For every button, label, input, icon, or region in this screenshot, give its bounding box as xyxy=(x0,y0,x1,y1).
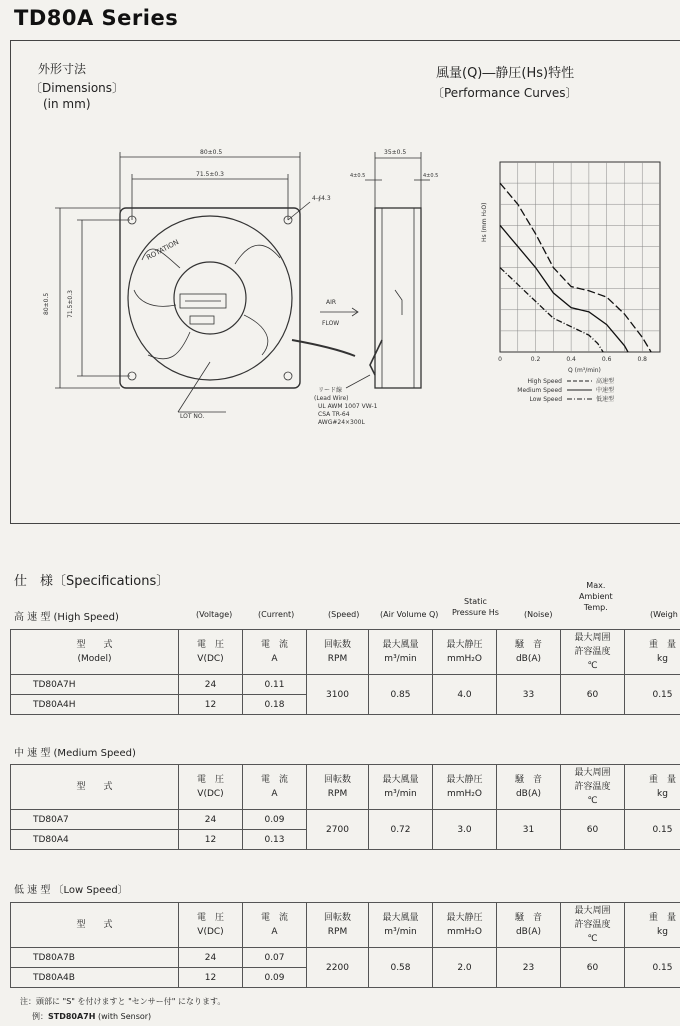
col-max-1: Max. xyxy=(586,581,606,590)
header-weight-unit: kg xyxy=(657,789,668,799)
header-static-jp: 最大静圧 xyxy=(446,775,483,785)
cell-model: TD80A7B xyxy=(11,948,179,968)
dim-71-5-top: 71.5±0.3 xyxy=(196,171,224,178)
dim-80-top: 80±0.5 xyxy=(200,149,223,156)
header-cell-speed-jp xyxy=(307,765,369,810)
cell-rpm: 2700 xyxy=(307,810,369,850)
page-title: TD80A Series xyxy=(14,6,179,30)
dim-71-5-side: 71.5±0.3 xyxy=(67,290,74,318)
specs-title: 仕 様〔Specifications〕 xyxy=(14,574,170,589)
table-row xyxy=(11,675,680,695)
header-static-unit: mmH₂O xyxy=(447,927,482,937)
header-air-jp: 最大風量 xyxy=(382,913,419,923)
chart-grid xyxy=(500,162,660,352)
dim-4-right: 4±0.5 xyxy=(423,173,439,179)
header-cell-model-jp xyxy=(11,903,179,948)
header-temp-jp1: 最大周囲 xyxy=(574,906,611,916)
header-speed-unit: RPM xyxy=(327,927,348,937)
header-speed-jp: 回転数 xyxy=(323,913,351,923)
sensor-note: 注：頭部に "S" を付けますと "センサー付" になります。 xyxy=(20,997,226,1006)
header-cell-noise-jp xyxy=(497,765,561,810)
header-air-jp: 最大風量 xyxy=(382,775,419,785)
cell-current: 0.07 xyxy=(243,948,307,968)
header-noise-jp: 騒 音 xyxy=(514,640,542,650)
chart-frame xyxy=(500,162,660,352)
header-speed-jp: 回転数 xyxy=(323,640,351,650)
cell-current: 0.09 xyxy=(243,810,307,830)
col-current: (Current) xyxy=(258,610,295,619)
col-air-volume: (Air Volume Q) xyxy=(380,610,439,619)
header-cell-voltage-jp xyxy=(179,765,243,810)
lead-wire-4: CSA TR-64 xyxy=(318,411,350,418)
legend-low-jp: 低速型 xyxy=(596,396,615,403)
cell-noise: 23 xyxy=(497,948,561,988)
dimensions-unit: (in mm) xyxy=(43,97,91,111)
cell-temp: 60 xyxy=(561,948,625,988)
air-label: AIR xyxy=(326,299,337,306)
table-row xyxy=(11,810,680,830)
spec-table-low-speed xyxy=(10,902,680,988)
header-weight-jp: 重 量 xyxy=(648,775,676,785)
header-cell-air-jp xyxy=(369,903,433,948)
legend-high-en: High Speed xyxy=(527,378,562,385)
header-cell-voltage-jp xyxy=(179,630,243,675)
cell-current: 0.11 xyxy=(243,675,307,695)
x-tick-label: 0.4 xyxy=(566,356,576,363)
legend-medium-jp: 中速型 xyxy=(596,387,615,394)
header-weight-unit: kg xyxy=(657,654,668,664)
col-max-temp-header xyxy=(579,580,613,613)
cell-model: TD80A4B xyxy=(11,968,179,988)
header-cell-model-jp xyxy=(11,630,179,675)
cell-model: TD80A7 xyxy=(11,810,179,830)
header-voltage-jp: 電 圧 xyxy=(196,775,224,785)
chart-x-ticks xyxy=(498,356,647,363)
header-noise-unit: dB(A) xyxy=(515,927,542,937)
flow-label: FLOW xyxy=(322,320,340,327)
header-temp-unit: ℃ xyxy=(587,661,598,671)
x-tick-label: 0.2 xyxy=(530,356,541,363)
header-weight-jp: 重 量 xyxy=(648,913,676,923)
chart-legend xyxy=(517,377,614,403)
cell-weight: 0.15 xyxy=(625,675,680,715)
header-speed-jp: 回転数 xyxy=(323,775,351,785)
header-cell-current-jp xyxy=(243,630,307,675)
col-noise: (Noise) xyxy=(524,610,553,619)
header-cell-voltage-jp xyxy=(179,903,243,948)
cell-model: TD80A4 xyxy=(11,830,179,850)
header-current-unit: A xyxy=(271,654,278,664)
fan-dimension-drawing xyxy=(30,140,470,440)
cell-temp: 60 xyxy=(561,675,625,715)
spec-header-row xyxy=(11,630,680,675)
example-suffix: (with Sensor) xyxy=(98,1012,152,1021)
lead-wire-3: UL AWM 1007 VW-1 xyxy=(318,403,378,410)
spec-table-high-speed xyxy=(10,629,680,715)
chart-ylabel: Hs (mm H₂O) xyxy=(481,202,488,242)
cell-weight: 0.15 xyxy=(625,810,680,850)
x-tick-label: 0.6 xyxy=(601,356,612,363)
cell-model: TD80A4H xyxy=(11,695,179,715)
x-tick-label: 0.8 xyxy=(637,356,647,363)
lot-no-label: LOT NO. xyxy=(180,413,205,420)
cell-air: 0.58 xyxy=(369,948,433,988)
header-noise-jp: 騒 音 xyxy=(514,775,542,785)
header-cell-weight-jp xyxy=(625,765,680,810)
header-current-unit: A xyxy=(271,789,278,799)
header-cell-air-jp xyxy=(369,630,433,675)
header-temp-jp2: 許容温度 xyxy=(574,782,611,792)
x-tick-label: 0 xyxy=(498,356,502,363)
lead-wire-5: AWG#24×300L xyxy=(318,419,365,426)
dim-4-left: 4±0.5 xyxy=(350,173,366,179)
header-noise-jp: 騒 音 xyxy=(514,913,542,923)
performance-label-en: 〔Performance Curves〕 xyxy=(432,86,578,100)
header-cell-static-jp xyxy=(433,630,497,675)
table-row xyxy=(11,948,680,968)
cell-rpm: 3100 xyxy=(307,675,369,715)
cell-voltage: 12 xyxy=(179,695,243,715)
spec-header-row xyxy=(11,903,680,948)
legend-low-en: Low Speed xyxy=(529,396,562,403)
header-model-jp: 型 式 xyxy=(76,920,113,930)
cell-noise: 33 xyxy=(497,675,561,715)
header-air-jp: 最大風量 xyxy=(382,640,419,650)
header-cell-noise-jp xyxy=(497,630,561,675)
col-static-2: Pressure Hs xyxy=(452,608,499,617)
header-temp-jp2: 許容温度 xyxy=(574,920,611,930)
header-speed-unit: RPM xyxy=(327,789,348,799)
performance-label-jp: 風量(Q)―静圧(Hs)特性 xyxy=(436,66,575,81)
header-cell-static-jp xyxy=(433,765,497,810)
header-weight-jp: 重 量 xyxy=(648,640,676,650)
hole-spec: 4-∮4.3 xyxy=(312,195,331,202)
header-cell-current-jp xyxy=(243,903,307,948)
header-model-en: (Model) xyxy=(77,654,112,664)
header-cell-noise-jp xyxy=(497,903,561,948)
cell-static: 4.0 xyxy=(433,675,497,715)
lead-wire-2: (Lead Wire) xyxy=(314,395,349,402)
cell-voltage: 12 xyxy=(179,968,243,988)
header-temp-jp1: 最大周囲 xyxy=(574,768,611,778)
cell-static: 3.0 xyxy=(433,810,497,850)
header-static-unit: mmH₂O xyxy=(447,654,482,664)
header-current-jp: 電 流 xyxy=(260,913,288,923)
header-static-jp: 最大静圧 xyxy=(446,913,483,923)
lead-wire-1: リード線 xyxy=(318,387,343,394)
header-speed-unit: RPM xyxy=(327,654,348,664)
cell-current: 0.13 xyxy=(243,830,307,850)
header-voltage-jp: 電 圧 xyxy=(196,640,224,650)
cell-model: TD80A7H xyxy=(11,675,179,695)
header-cell-weight-jp xyxy=(625,903,680,948)
example-prefix: 例： xyxy=(32,1012,48,1021)
header-voltage-unit: V(DC) xyxy=(197,927,224,937)
col-max-2: Ambient xyxy=(579,592,613,601)
header-cell-temp-jp1 xyxy=(561,903,625,948)
header-air-unit: m³/min xyxy=(384,654,417,664)
header-cell-weight-jp xyxy=(625,630,680,675)
dimensions-label-en: 〔Dimensions〕 xyxy=(30,81,125,95)
header-model-jp: 型 式 xyxy=(76,782,113,792)
legend-high-jp: 高速型 xyxy=(596,378,615,385)
header-static-unit: mmH₂O xyxy=(447,789,482,799)
chart-xlabel: Q (m³/min) xyxy=(568,367,601,374)
header-weight-unit: kg xyxy=(657,927,668,937)
col-static-header xyxy=(452,596,499,618)
high-speed-label: 高 速 型 (High Speed) xyxy=(14,612,119,623)
cell-air: 0.72 xyxy=(369,810,433,850)
header-noise-unit: dB(A) xyxy=(515,789,542,799)
header-cell-current-jp xyxy=(243,765,307,810)
header-static-jp: 最大静圧 xyxy=(446,640,483,650)
cell-rpm: 2200 xyxy=(307,948,369,988)
header-voltage-unit: V(DC) xyxy=(197,789,224,799)
performance-chart xyxy=(470,150,680,440)
dim-35: 35±0.5 xyxy=(384,149,407,156)
sensor-example xyxy=(32,1011,151,1022)
header-current-jp: 電 流 xyxy=(260,640,288,650)
dimensions-label-jp: 外形寸法 xyxy=(38,62,87,76)
cell-voltage: 12 xyxy=(179,830,243,850)
header-temp-unit: ℃ xyxy=(587,796,598,806)
spec-header-row xyxy=(11,765,680,810)
col-max-3: Temp. xyxy=(583,603,608,612)
header-temp-unit: ℃ xyxy=(587,934,598,944)
header-cell-air-jp xyxy=(369,765,433,810)
legend-medium-en: Medium Speed xyxy=(517,387,562,394)
cell-voltage: 24 xyxy=(179,675,243,695)
example-model: STD80A7H xyxy=(48,1012,96,1021)
spec-table-medium-speed xyxy=(10,764,680,850)
cell-current: 0.18 xyxy=(243,695,307,715)
dim-80-side: 80±0.5 xyxy=(43,292,50,315)
header-cell-model-jp xyxy=(11,765,179,810)
header-current-unit: A xyxy=(271,927,278,937)
low-speed-label: 低 速 型 〔Low Speed〕 xyxy=(14,885,128,896)
header-cell-temp-jp1 xyxy=(561,765,625,810)
header-current-jp: 電 流 xyxy=(260,775,288,785)
cell-weight: 0.15 xyxy=(625,948,680,988)
cell-current: 0.09 xyxy=(243,968,307,988)
col-static-1: Static xyxy=(464,597,487,606)
rotation-label: ROTATION xyxy=(145,238,181,262)
header-noise-unit: dB(A) xyxy=(515,654,542,664)
cell-static: 2.0 xyxy=(433,948,497,988)
header-voltage-unit: V(DC) xyxy=(197,654,224,664)
header-cell-speed-jp xyxy=(307,630,369,675)
header-model-jp: 型 式 xyxy=(76,640,113,650)
header-air-unit: m³/min xyxy=(384,789,417,799)
cell-air: 0.85 xyxy=(369,675,433,715)
col-speed: (Speed) xyxy=(328,610,360,619)
cell-temp: 60 xyxy=(561,810,625,850)
header-air-unit: m³/min xyxy=(384,927,417,937)
medium-speed-label: 中 速 型 (Medium Speed) xyxy=(14,748,136,759)
col-voltage: (Voltage) xyxy=(196,610,233,619)
cell-voltage: 24 xyxy=(179,810,243,830)
cell-noise: 31 xyxy=(497,810,561,850)
col-weight: (Weigh xyxy=(650,610,678,619)
cell-voltage: 24 xyxy=(179,948,243,968)
header-voltage-jp: 電 圧 xyxy=(196,913,224,923)
header-cell-temp-jp1 xyxy=(561,630,625,675)
header-cell-static-jp xyxy=(433,903,497,948)
header-cell-speed-jp xyxy=(307,903,369,948)
header-temp-jp1: 最大周囲 xyxy=(574,633,611,643)
header-temp-jp2: 許容温度 xyxy=(574,647,611,657)
